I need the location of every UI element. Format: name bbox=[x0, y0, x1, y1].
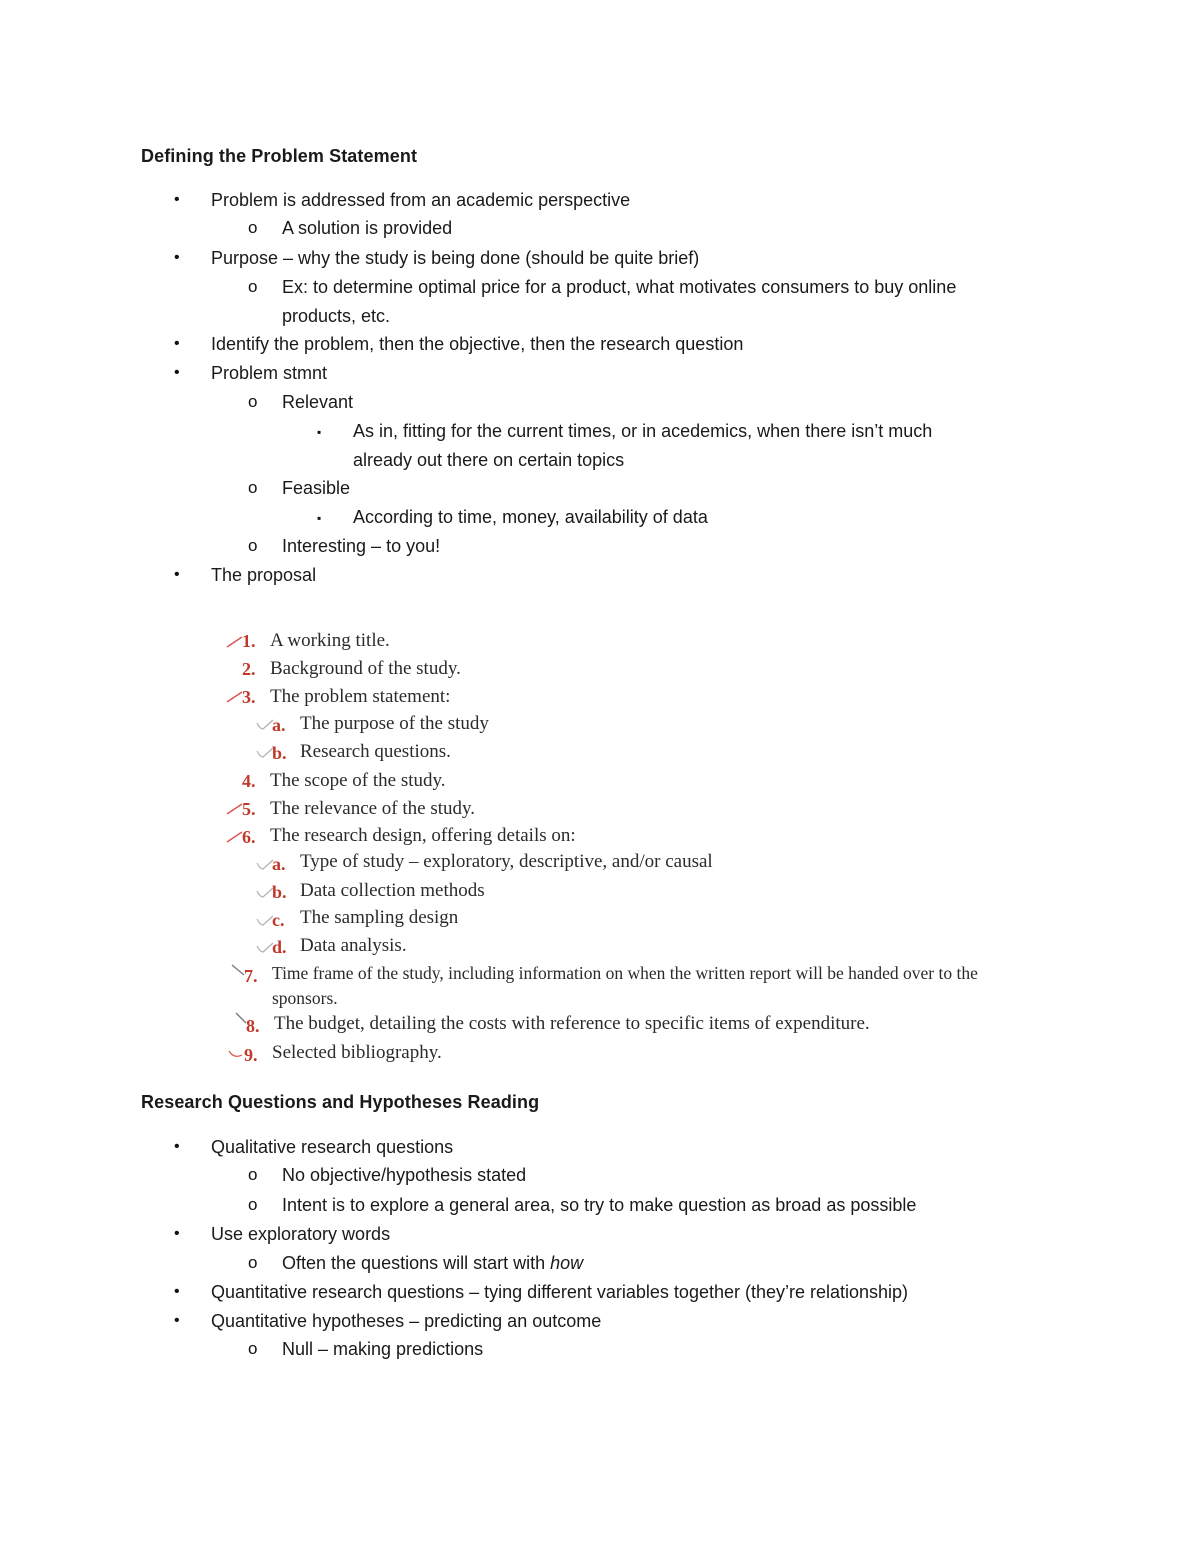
item-letter: a. bbox=[272, 854, 286, 874]
list-item-text: Often the questions will start with bbox=[282, 1253, 551, 1273]
bullet-dot: • bbox=[174, 1138, 180, 1155]
list-item: Ex: to determine optimal price for a product, what motivates consumers to buy online bbox=[282, 277, 957, 297]
proposal-item: Background of the study. bbox=[270, 658, 461, 679]
item-letter: b. bbox=[272, 882, 287, 902]
list-item-continuation: already out there on certain topics bbox=[353, 450, 625, 470]
list-item: According to time, money, availability of data bbox=[353, 507, 708, 527]
bullet-dot: • bbox=[174, 1225, 180, 1242]
list-item: Use exploratory words bbox=[211, 1224, 391, 1244]
proposal-item: The research design, offering details on: bbox=[270, 825, 576, 846]
bullet-dot: • bbox=[174, 335, 180, 352]
bullet-circle: o bbox=[248, 1195, 258, 1214]
list-item: Feasible bbox=[282, 478, 351, 498]
list-item: Quantitative research questions – tying different variables together (they’re relationship) bbox=[211, 1282, 909, 1302]
bullet-dot: • bbox=[174, 1312, 180, 1329]
proposal-item: The budget, detailing the costs with reference to specific items of expenditure. bbox=[274, 1013, 870, 1034]
bullet-circle: o bbox=[248, 1165, 258, 1184]
list-item: Quantitative hypotheses – predicting an outcome bbox=[211, 1311, 602, 1331]
list-item: Problem stmnt bbox=[211, 363, 328, 383]
list-item: Purpose – why the study is being done (should be quite brief) bbox=[211, 248, 700, 268]
item-number: 7. bbox=[244, 966, 258, 986]
bullet-square: ▪ bbox=[317, 425, 322, 439]
item-number: 8. bbox=[246, 1016, 260, 1036]
bullet-circle: o bbox=[248, 536, 258, 555]
list-item: Intent is to explore a general area, so try to make question as broad as possible bbox=[282, 1195, 917, 1215]
proposal-item: Research questions. bbox=[300, 741, 451, 762]
bullet-dot: • bbox=[174, 1283, 180, 1300]
proposal-item: Type of study – exploratory, descriptive, and/or causal bbox=[300, 851, 713, 872]
proposal-item-continuation: sponsors. bbox=[272, 988, 338, 1008]
item-number: 2. bbox=[242, 659, 256, 679]
bullet-circle: o bbox=[248, 1253, 258, 1272]
item-number: 6. bbox=[242, 827, 256, 847]
item-letter: d. bbox=[272, 937, 287, 957]
proposal-item: Data collection methods bbox=[300, 880, 485, 901]
list-item: Problem is addressed from an academic perspective bbox=[211, 190, 631, 210]
item-number: 3. bbox=[242, 687, 256, 707]
list-item: The proposal bbox=[211, 565, 317, 585]
item-letter: b. bbox=[272, 743, 287, 763]
proposal-item: Data analysis. bbox=[300, 935, 407, 956]
list-item-continuation: products, etc. bbox=[282, 306, 391, 326]
section-heading-problem-statement: Defining the Problem Statement bbox=[141, 146, 418, 166]
list-item: As in, fitting for the current times, or in acedemics, when there isn’t much bbox=[353, 421, 933, 441]
list-item: No objective/hypothesis stated bbox=[282, 1165, 527, 1185]
list-item: Relevant bbox=[282, 392, 354, 412]
proposal-item: A working title. bbox=[270, 630, 390, 651]
proposal-item: Selected bibliography. bbox=[272, 1042, 442, 1063]
item-number: 5. bbox=[242, 799, 256, 819]
proposal-item: The scope of the study. bbox=[270, 770, 446, 791]
list-item: Null – making predictions bbox=[282, 1339, 484, 1359]
list-item-italic: how bbox=[550, 1253, 584, 1273]
bullet-circle: o bbox=[248, 218, 258, 237]
proposal-item: The problem statement: bbox=[270, 686, 451, 707]
list-item: Qualitative research questions bbox=[211, 1137, 454, 1157]
item-number: 1. bbox=[242, 631, 256, 651]
item-number: 9. bbox=[244, 1045, 258, 1065]
bullet-square: ▪ bbox=[317, 511, 322, 525]
bullet-dot: • bbox=[174, 566, 180, 583]
proposal-scan-image bbox=[220, 625, 1090, 1070]
proposal-item: The sampling design bbox=[300, 907, 459, 928]
list-item: A solution is provided bbox=[282, 218, 453, 238]
item-letter: c. bbox=[272, 910, 285, 930]
bullet-circle: o bbox=[248, 1339, 258, 1358]
bullet-circle: o bbox=[248, 478, 258, 497]
proposal-item: The relevance of the study. bbox=[270, 798, 476, 819]
list-item: Interesting – to you! bbox=[282, 536, 441, 556]
bullet-circle: o bbox=[248, 392, 258, 411]
bullet-dot: • bbox=[174, 364, 180, 381]
list-item bbox=[282, 1252, 583, 1274]
list-item: Identify the problem, then the objective, then the research question bbox=[211, 334, 744, 354]
proposal-item: The purpose of the study bbox=[300, 713, 489, 734]
proposal-item: Time frame of the study, including information on when the written report will be handed over to the bbox=[272, 963, 978, 983]
bullet-circle: o bbox=[248, 277, 258, 296]
bullet-dot: • bbox=[174, 249, 180, 266]
bullet-dot: • bbox=[174, 191, 180, 208]
section-heading-research-questions: Research Questions and Hypotheses Reading bbox=[141, 1092, 540, 1112]
item-number: 4. bbox=[242, 771, 256, 791]
item-letter: a. bbox=[272, 715, 286, 735]
